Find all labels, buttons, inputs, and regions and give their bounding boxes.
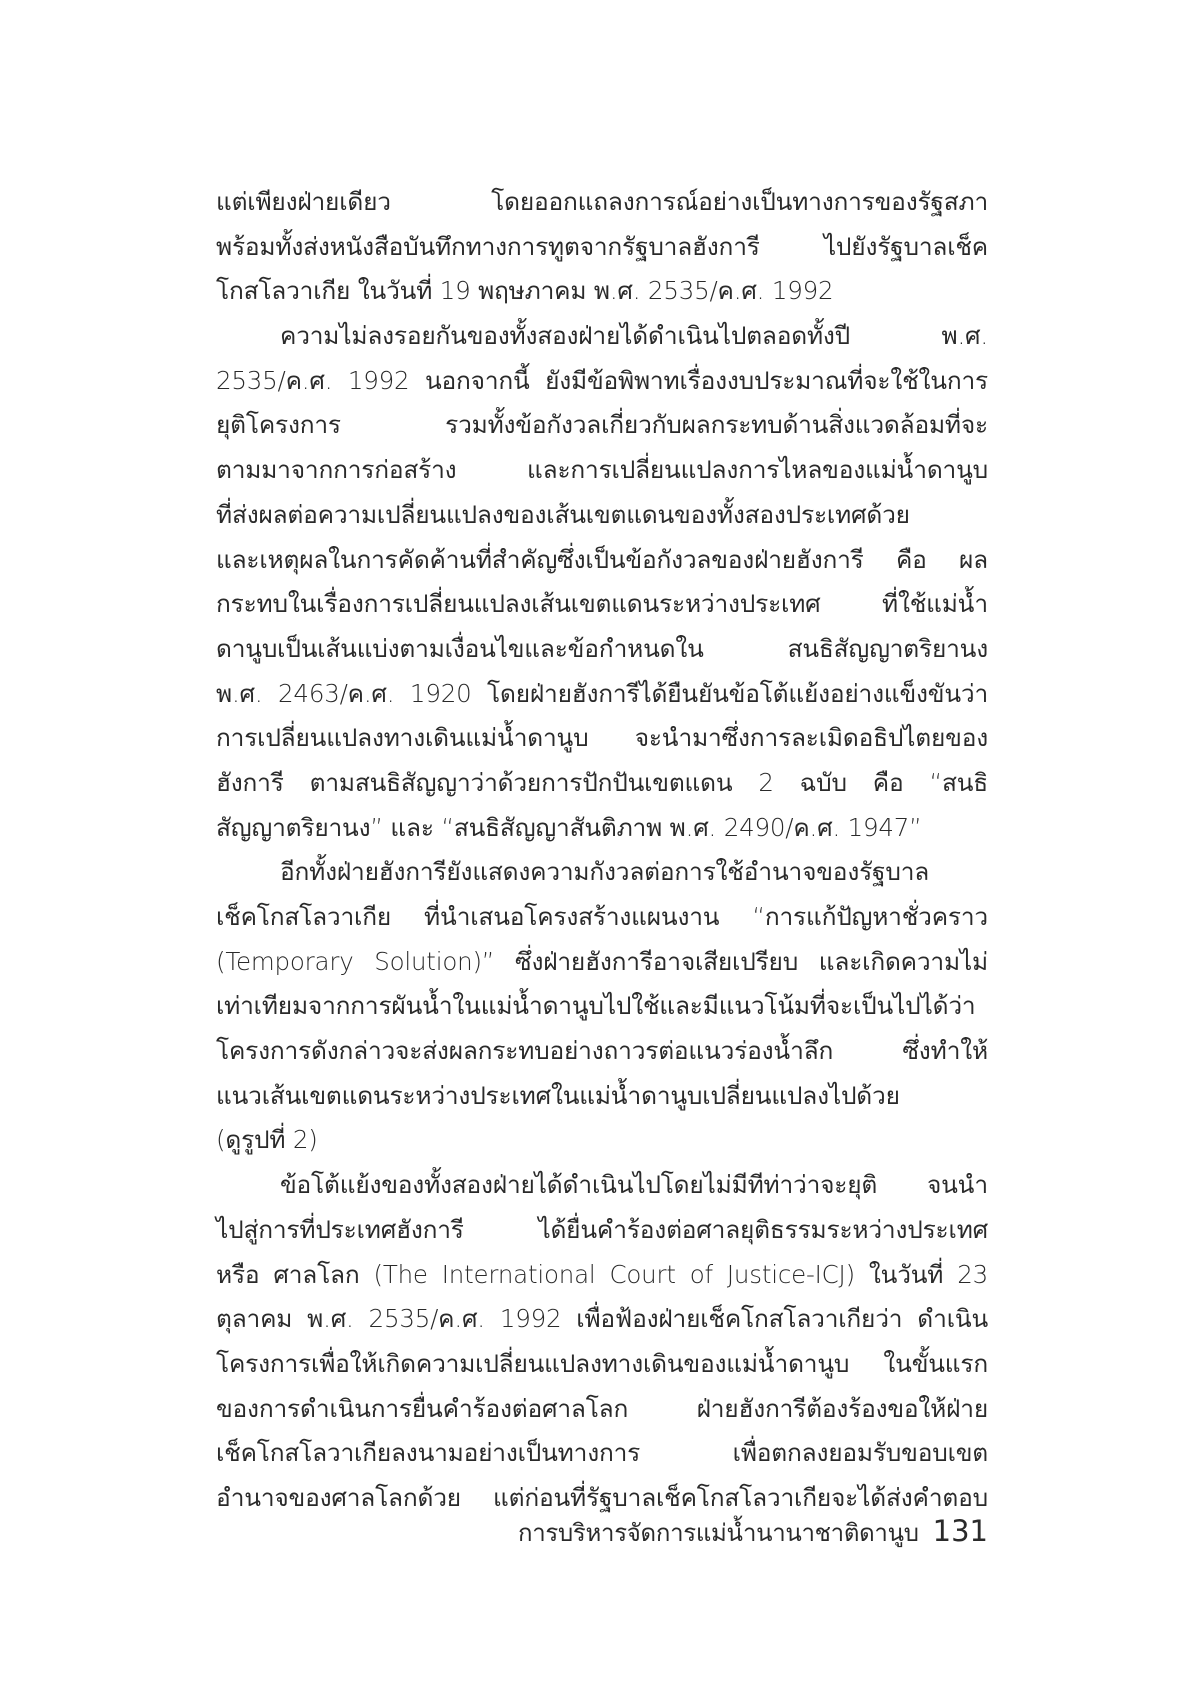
text-line: การเปลี่ยนแปลงทางเดินแม่น้ำดานูบ จะนำมาซึ่งการละเมิดอธิปไตยของ xyxy=(216,723,988,753)
text-line: โครงการเพื่อให้เกิดความเปลี่ยนแปลงทางเดินของแม่น้ำดานูบ ในขั้นแรก xyxy=(216,1348,988,1378)
text-line: เช็คโกสโลวาเกียลงนามอย่างเป็นทางการ เพื่อตกลงยอมรับขอบเขต xyxy=(216,1438,988,1468)
text-line: (Temporary Solution)” ซึ่งฝ่ายฮังการีอาจเสียเปรียบ และเกิดความไม่ xyxy=(216,946,988,976)
text-line: อำนาจของศาลโลกด้วย แต่ก่อนที่รัฐบาลเช็คโกสโลวาเกียจะได้ส่งคำตอบ xyxy=(216,1482,988,1512)
text-line: ตามมาจากการก่อสร้าง และการเปลี่ยนแปลงการไหลของแม่น้ำดานูบ xyxy=(216,455,988,485)
text-line: และเหตุผลในการคัดค้านที่สำคัญซึ่งเป็นข้อกังวลของฝ่ายฮังการี คือ ผล xyxy=(216,544,988,574)
text-line: ตุลาคม พ.ศ. 2535/ค.ศ. 1992 เพื่อฟ้องฝ่ายเช็คโกสโลวาเกียว่า ดำเนิน xyxy=(216,1304,988,1334)
text-line: หรือ ศาลโลก (The International Court of Justice-ICJ) ในวันที่ 23 xyxy=(216,1259,988,1289)
text-line: ที่ส่งผลต่อความเปลี่ยนแปลงของเส้นเขตแดนของทั้งสองประเทศด้วย xyxy=(216,499,910,529)
text-line: ข้อโต้แย้งของทั้งสองฝ่ายได้ดำเนินไปโดยไม่มีทีท่าว่าจะยุติ จนนำ xyxy=(280,1170,988,1200)
page-footer xyxy=(216,1513,988,1553)
text-line: โครงการดังกล่าวจะส่งผลกระทบอย่างถาวรต่อแนวร่องน้ำลึก ซึ่งทำให้ xyxy=(216,1036,988,1066)
text-line: ฮังการี ตามสนธิสัญญาว่าด้วยการปักปันเขตแดน 2 ฉบับ คือ “สนธิ xyxy=(216,767,988,797)
text-line: ของการดำเนินการยื่นคำร้องต่อศาลโลก ฝ่ายฮังการีต้องร้องขอให้ฝ่าย xyxy=(216,1393,988,1423)
text-line: เท่าเทียมจากการผันน้ำในแม่น้ำดานูบไปใช้และมีแนวโน้มที่จะเป็นไปได้ว่า xyxy=(216,991,976,1021)
text-line: อีกทั้งฝ่ายฮังการียังแสดงความกังวลต่อการใช้อำนาจของรัฐบาล xyxy=(280,857,930,887)
page-number: 131 xyxy=(932,1514,988,1548)
text-line: พร้อมทั้งส่งหนังสือบันทึกทางการทูตจากรัฐบาลฮังการี ไปยังรัฐบาลเช็ค xyxy=(216,231,988,261)
running-title: การบริหารจัดการแม่น้ำนานาชาติดานูบ xyxy=(517,1519,919,1547)
body-text xyxy=(216,180,988,1521)
text-line: สัญญาตริยานง” และ “สนธิสัญญาสันติภาพ พ.ศ. 2490/ค.ศ. 1947” xyxy=(216,812,922,842)
text-line: โกสโลวาเกีย ในวันที่ 19 พฤษภาคม พ.ศ. 2535/ค.ศ. 1992 xyxy=(216,276,834,306)
text-line: ยุติโครงการ รวมทั้งข้อกังวลเกี่ยวกับผลกระทบด้านสิ่งแวดล้อมที่จะ xyxy=(216,410,988,440)
text-line: แนวเส้นเขตแดนระหว่างประเทศในแม่น้ำดานูบเปลี่ยนแปลงไปด้วย xyxy=(216,1080,900,1110)
text-line: 2535/ค.ศ. 1992 นอกจากนี้ ยังมีข้อพิพาทเรื่องงบประมาณที่จะใช้ในการ xyxy=(216,365,988,395)
text-line: เช็คโกสโลวาเกีย ที่นำเสนอโครงสร้างแผนงาน “การแก้ปัญหาชั่วคราว xyxy=(216,902,988,931)
text-line: กระทบในเรื่องการเปลี่ยนแปลงเส้นเขตแดนระหว่างประเทศ ที่ใช้แม่น้ำ xyxy=(216,589,988,619)
text-line: พ.ศ. 2463/ค.ศ. 1920 โดยฝ่ายฮังการีได้ยืนยันข้อโต้แย้งอย่างแข็งขันว่า xyxy=(216,678,988,708)
text-line: แต่เพียงฝ่ายเดียว โดยออกแถลงการณ์อย่างเป็นทางการของรัฐสภา xyxy=(216,187,988,216)
text-line: (ดูรูปที่ 2) xyxy=(216,1125,318,1155)
text-line: ความไม่ลงรอยกันของทั้งสองฝ่ายได้ดำเนินไปตลอดทั้งปี พ.ศ. xyxy=(280,321,988,351)
text-line: ไปสู่การที่ประเทศฮังการี ได้ยื่นคำร้องต่อศาลยุติธรรมระหว่างประเทศ xyxy=(216,1214,988,1244)
text-line: ดานูบเป็นเส้นแบ่งตามเงื่อนไขและข้อกำหนดใน สนธิสัญญาตริยานง xyxy=(216,633,988,663)
